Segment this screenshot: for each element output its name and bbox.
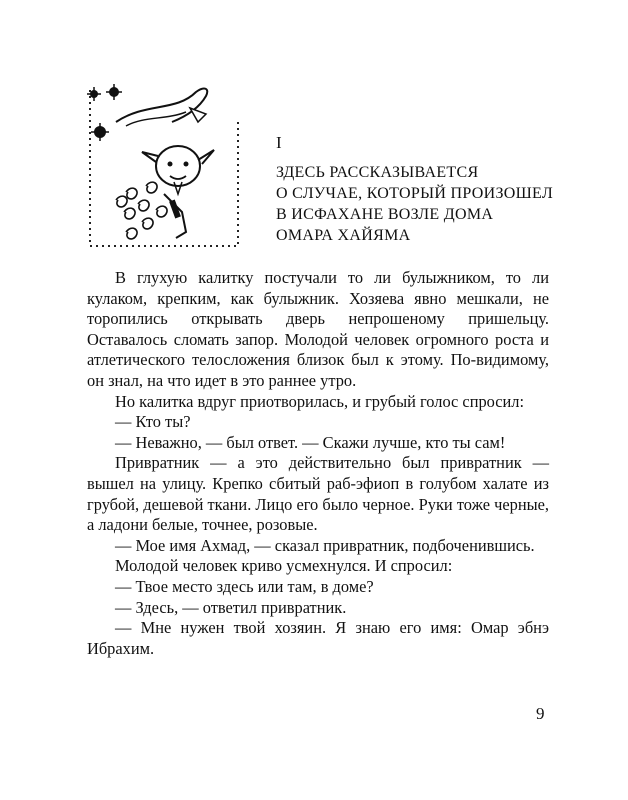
paragraph: Но калитка вдруг приотворилась, и грубый голос спросил:: [115, 391, 525, 411]
paragraph: Привратник — а это действительно был привратник — вышел на улицу. Крепко сбитый раб-эфиоп в голубом халате из грубой, дешевой ткани. Лицо его было черное. Руки тоже черные, а ладони белые, точнее, розовые.: [87, 453, 549, 535]
chapter-number: I: [276, 133, 282, 152]
chapter-title-line: О СЛУЧАЕ, КОТОРЫЙ ПРОИЗОШЕЛ: [276, 185, 554, 202]
page-number: 9: [536, 704, 545, 723]
chapter-title-line: ОМАРА ХАЙЯМА: [276, 227, 411, 244]
chapter-illustration: [86, 82, 242, 248]
paragraph: В глухую калитку постучали то ли булыжником, то ли кулаком, крепким, как булыжник. Хозяева явно мешкали, не торопились открывать дверь непрошеному пришельцу. Оставалось сломать запор. Молодой человек огромного роста и атлетического телосложения близок был к этому. По-видимому, он знал, на что идет в это раннее утро.: [87, 268, 549, 390]
paragraph: Молодой человек криво усмехнулся. И спросил:: [115, 556, 453, 576]
chapter-title-line: ЗДЕСЬ РАССКАЗЫВАЕТСЯ: [276, 164, 479, 181]
paragraph: — Неважно, — был ответ. — Скажи лучше, кто ты сам!: [115, 432, 506, 452]
paragraph: — Здесь, — ответил привратник.: [115, 597, 347, 617]
chapter-title: [276, 162, 566, 246]
body-text: [87, 268, 549, 659]
paragraph: — Кто ты?: [115, 412, 191, 432]
chapter-title-line: В ИСФАХАНЕ ВОЗЛЕ ДОМА: [276, 206, 494, 223]
paragraph: — Мне нужен твой хозяин. Я знаю его имя: Омар эбнэ Ибрахим.: [87, 618, 549, 658]
paragraph: — Твое место здесь или там, в доме?: [115, 576, 374, 596]
paragraph: — Мое имя Ахмад, — сказал привратник, подбоченившись.: [115, 535, 535, 555]
